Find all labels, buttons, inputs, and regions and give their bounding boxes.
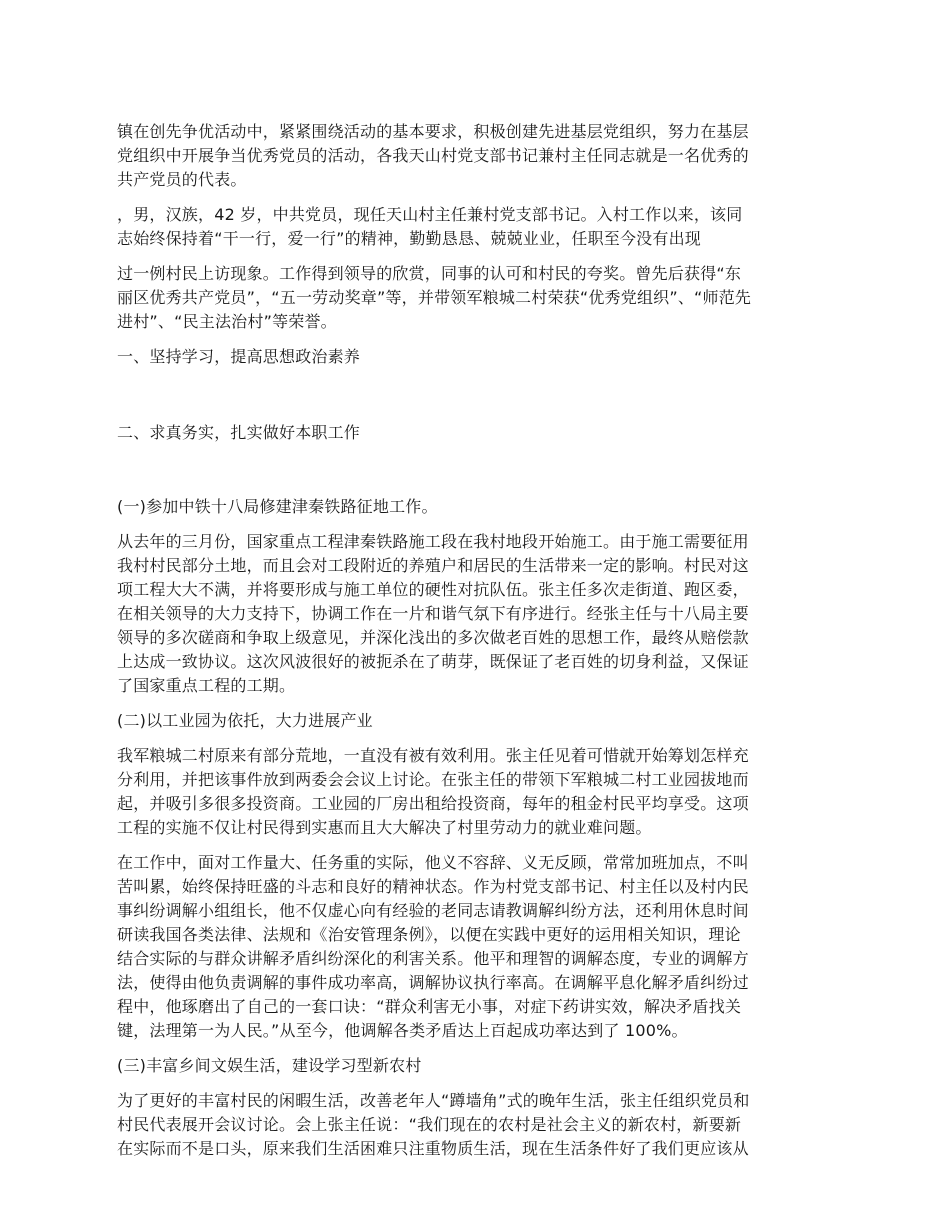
text-line: 过一例村民上访现象。工作得到领导的欣赏，同事的认可和村民的夸奖。曾先后获得“东: [117, 264, 742, 283]
text-line: 研读我国各类法律、法规和《治安管理条例》，以便在实践中更好的运用相关知识，理论: [117, 925, 741, 944]
text-line: 为了更好的丰富村民的闲暇生活，改善老年人“蹲墙角”式的晚年生活，张主任组织党员和: [117, 1091, 750, 1110]
text-line: 程中，他琢磨出了自己的一套口诀：“群众利害无小事，对症下药讲实效，解决矛盾找关: [117, 997, 742, 1016]
intro-paragraph: [117, 120, 841, 192]
text-line: 我村村民部分土地，而且会对工段附近的养殖户和居民的生活带来一定的影响。村民对这: [117, 556, 749, 575]
text-line: 工程的实施不仅让村民得到实惠而且大大解决了村里劳动力的就业难问题。: [117, 818, 652, 837]
subheading-cultural-life: (三)丰富乡间文娱生活，建设学习型新农村: [117, 1056, 422, 1075]
text-line: 法，使得由他负责调解的事件成功率高，调解协议执行率高。在调解平息化解矛盾纠纷过: [117, 973, 749, 992]
text-line: 镇在创先争优活动中，紧紧围绕活动的基本要求，积极创建先进基层党组织，努力在基层: [117, 122, 749, 141]
text-line: 上达成一致协议。这次风波很好的被扼杀在了萌芽，既保证了老百姓的切身利益，又保证: [117, 652, 749, 671]
section-heading-study: 一、坚持学习，提高思想政治素养: [117, 347, 361, 366]
text-line: 领导的多次磋商和争取上级意见，并深化浅出的多次做老百姓的思想工作，最终从赔偿款: [117, 628, 749, 647]
subheading-railway: (一)参加中铁十八局修建津秦铁路征地工作。: [117, 497, 438, 516]
mediation-paragraph: [117, 851, 841, 1043]
text-line: 苦叫累，始终保持旺盛的斗志和良好的精神状态。作为村党支部书记、村主任以及村内民: [117, 877, 749, 896]
text-line: 进村”、“民主法治村”等荣誉。: [117, 312, 337, 331]
text-line: 志始终保持着“干一行，爱一行”的精神，勤勤恳恳、兢兢业业，任职至今没有出现: [117, 229, 701, 248]
industrial-park-paragraph: [117, 744, 841, 840]
text-line: 从去年的三月份，国家重点工程津秦铁路施工段在我村地段开始施工。由于施工需要征用: [117, 532, 749, 551]
text-line: 党组织中开展争当优秀党员的活动，各我天山村党支部书记兼村主任同志就是一名优秀的: [117, 146, 749, 165]
cultural-life-paragraph: [117, 1089, 841, 1161]
text-line: 我军粮城二村原来有部分荒地，一直没有被有效利用。张主任见着可惜就开始筹划怎样充: [117, 746, 749, 765]
text-line: 结合实际的与群众讲解矛盾纠纷深化的利害关系。他平和理智的调解态度，专业的调解方: [117, 949, 749, 968]
railway-paragraph: [117, 530, 841, 698]
document-page: [117, 120, 841, 1172]
text-line: 村民代表展开会议讨论。会上张主任说：“我们现在的农村是社会主义的新农村，新要新: [117, 1115, 742, 1134]
profile-continuation-paragraph: [117, 262, 841, 334]
section-heading-work: 二、求真务实，扎实做好本职工作: [117, 423, 361, 442]
text-line: 起，并吸引多很多投资商。工业园的厂房出租给投资商，每年的租金村民平均享受。这项: [117, 794, 749, 813]
text-line: 在工作中，面对工作量大、任务重的实际，他义不容辞、义无反顾，常常加班加点，不叫: [117, 853, 749, 872]
text-line: 了国家重点工程的工期。: [117, 676, 296, 695]
text-line: 分利用，并把该事件放到两委会会议上讨论。在张主任的带领下军粮城二村工业园拔地而: [117, 770, 749, 789]
text-line: 事纠纷调解小组组长，他不仅虚心向有经验的老同志请教调解纠纷方法，还利用休息时间: [117, 901, 749, 920]
text-line: 共产党员的代表。: [117, 170, 247, 189]
profile-paragraph: [117, 203, 841, 251]
text-line: 项工程大大不满，并将要形成与施工单位的硬性对抗队伍。张主任多次走街道、跑区委，: [117, 580, 749, 599]
text-line: 在实际而不是口头，原来我们生活困难只注重物质生活，现在生活条件好了我们更应该从: [117, 1139, 749, 1158]
subheading-industrial-park: (二)以工业园为依托，大力进展产业: [117, 711, 373, 730]
text-line: 在相关领导的大力支持下，协调工作在一片和谐气氛下有序进行。经张主任与十八局主要: [117, 604, 749, 623]
text-line: 丽区优秀共产党员”，“五一劳动奖章”等，并带领军粮城二村荣获“优秀党组织”、“师范先: [117, 288, 752, 307]
text-line: ，男，汉族，42 岁，中共党员，现任天山村主任兼村党支部书记。入村工作以来，该同: [117, 205, 743, 224]
text-line: 键，法理第一为人民。”从至今，他调解各类矛盾达上百起成功率达到了 100%。: [117, 1021, 688, 1040]
